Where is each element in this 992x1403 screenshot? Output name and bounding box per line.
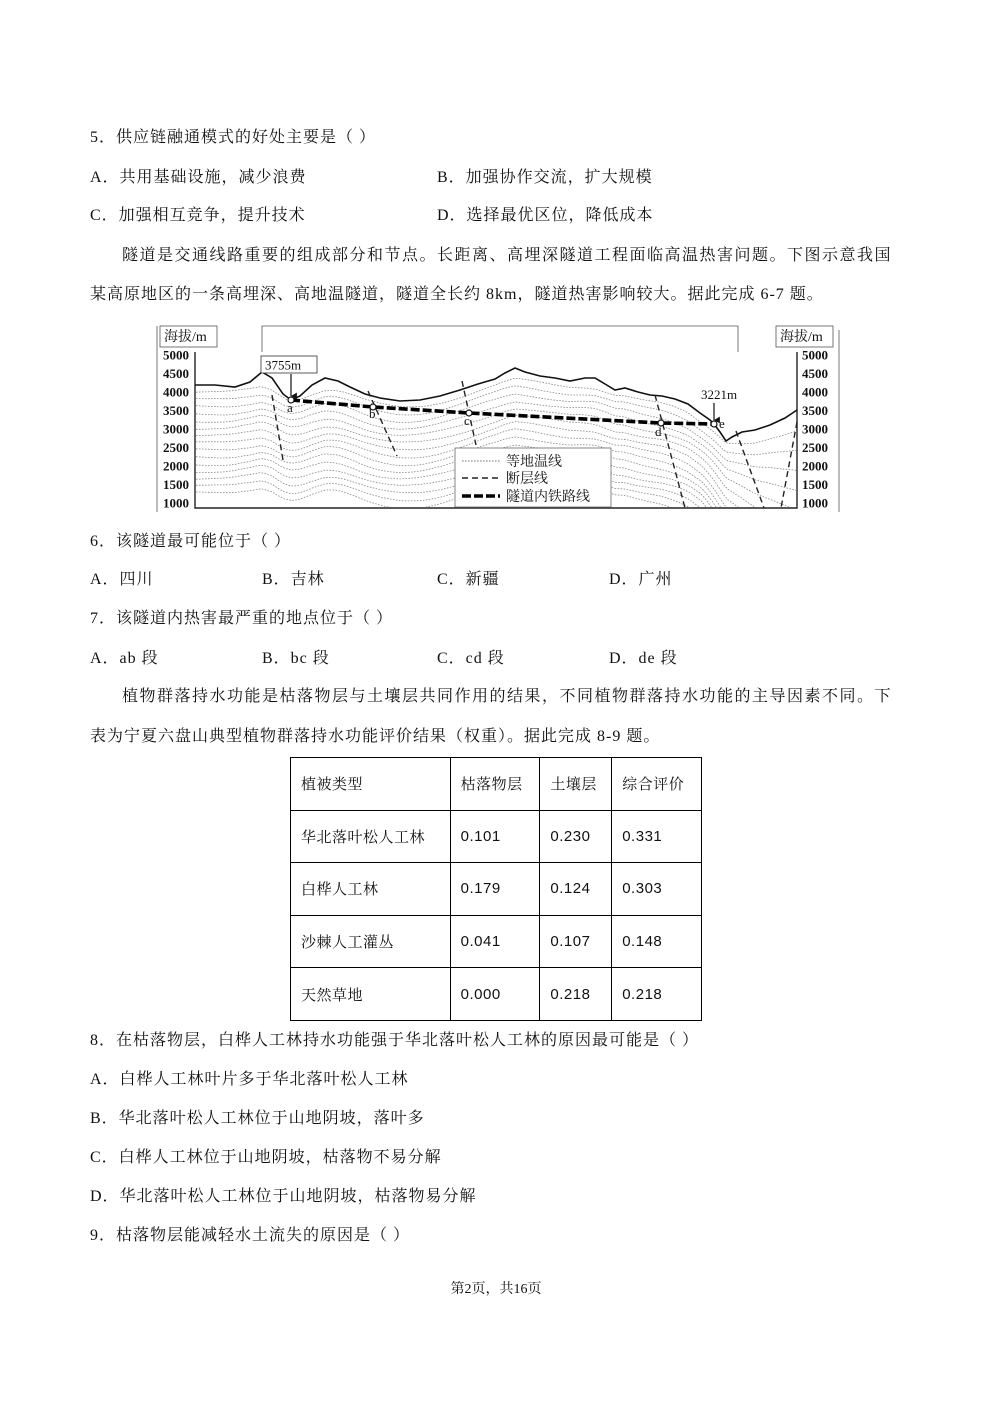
table-cell: 白桦人工林 <box>291 863 451 916</box>
question-7-option-b: B．bc 段 <box>262 650 330 667</box>
legend-fault-label: 断层线 <box>506 472 548 487</box>
left-tick-label: 2500 <box>163 440 189 455</box>
table-header-cell: 植被类型 <box>291 758 451 811</box>
passage-8-9-line-2: 表为宁夏六盘山典型植物群落持水功能评价结果（权重）。据此完成 8-9 题。 <box>90 728 661 745</box>
question-6-option-c: C．新疆 <box>437 571 500 588</box>
question-7-option-a: A．ab 段 <box>90 650 159 667</box>
water-holding-table <box>290 757 702 1021</box>
point-c-label: c <box>464 413 470 428</box>
question-6-stem: 6．该隧道最可能位于（ ） <box>90 533 292 550</box>
exit-elevation-label: 3221m <box>701 387 738 402</box>
table-row <box>291 810 702 863</box>
fault-line <box>655 395 685 508</box>
right-tick-label: 4000 <box>802 384 828 400</box>
table-header-cell: 土壤层 <box>540 758 612 811</box>
legend-railway-label: 隧道内铁路线 <box>506 490 590 505</box>
left-tick-label: 1500 <box>163 477 189 492</box>
table-cell: 华北落叶松人工林 <box>291 810 451 863</box>
left-tick-label: 5000 <box>163 347 189 363</box>
right-tick-label: 3500 <box>802 403 828 418</box>
table-row <box>291 915 702 968</box>
left-tick-label: 3500 <box>163 403 189 418</box>
question-8-option-a: A．白桦人工林叶片多于华北落叶松人工林 <box>90 1071 409 1088</box>
left-tick-label: 3000 <box>163 421 189 437</box>
table-cell: 0.041 <box>450 915 540 968</box>
table-cell: 0.124 <box>540 863 612 916</box>
table-header-cell: 综合评价 <box>612 758 702 811</box>
question-6-option-a: A．四川 <box>90 571 154 588</box>
question-7-stem: 7．该隧道内热害最严重的地点位于（ ） <box>90 610 394 627</box>
fault-line <box>272 395 283 460</box>
question-5-stem: 5．供应链融通模式的好处主要是（ ） <box>90 129 377 146</box>
left-tick-label: 4000 <box>163 384 189 400</box>
top-bracket <box>262 326 738 352</box>
tunnel-profile-diagram <box>155 318 845 514</box>
right-tick-label: 3000 <box>802 421 828 437</box>
question-8-option-c: C．白桦人工林位于山地阴坡，枯落物不易分解 <box>90 1149 442 1166</box>
table-cell: 0.148 <box>612 915 702 968</box>
table-cell: 0.101 <box>450 810 540 863</box>
question-7-option-c: C．cd 段 <box>437 650 505 667</box>
table-cell: 沙棘人工灌丛 <box>291 915 451 968</box>
table-cell: 0.218 <box>612 968 702 1021</box>
left-tick-label: 2000 <box>163 458 189 474</box>
table-row <box>291 863 702 916</box>
question-7-option-d: D．de 段 <box>609 650 678 667</box>
left-tick-label: 1000 <box>163 495 189 511</box>
fault-line <box>368 391 397 456</box>
right-tick-label: 1500 <box>802 477 828 492</box>
passage-6-7-line-1: 隧道是交通线路重要的组成部分和节点。长距离、高埋深隧道工程面临高温热害问题。下图示意我国 <box>122 247 893 264</box>
question-8-option-d: D．华北落叶松人工林位于山地阴坡，枯落物易分解 <box>90 1188 477 1205</box>
left-tick-label: 4500 <box>163 366 189 381</box>
point-e-marker <box>711 421 717 427</box>
table-cell: 0.179 <box>450 863 540 916</box>
table-cell: 0.107 <box>540 915 612 968</box>
right-tick-label: 2500 <box>802 440 828 455</box>
passage-6-7-line-2: 某高原地区的一条高埋深、高地温隧道，隧道全长约 8km，隧道热害影响较大。据此完成 6-7 题。 <box>90 286 824 303</box>
point-e-label: e <box>719 416 725 431</box>
fault-line <box>736 431 764 508</box>
question-8-stem: 8．在枯落物层，白桦人工林持水功能强于华北落叶松人工林的原因最可能是（ ） <box>90 1032 700 1049</box>
left-axis-label: 海拔/m <box>164 330 207 345</box>
point-b-label: b <box>369 406 376 421</box>
point-d-label: d <box>655 424 662 439</box>
table-cell: 0.230 <box>540 810 612 863</box>
tunnel-railway-line <box>291 400 714 424</box>
terrain-surface-line <box>195 368 797 441</box>
question-5-option-a: A．共用基础设施，减少浪费 <box>90 169 307 186</box>
passage-8-9-line-1: 植物群落持水功能是枯落物层与土壤层共同作用的结果，不同植物群落持水功能的主导因素不同。下 <box>122 688 893 705</box>
right-tick-label: 5000 <box>802 347 828 363</box>
entrance-elevation-label: 3755m <box>265 357 302 373</box>
table-cell: 0.303 <box>612 863 702 916</box>
legend-isotherm-label: 等地温线 <box>506 455 562 470</box>
question-5-option-b: B．加强协作交流，扩大规模 <box>437 169 653 186</box>
table-header-cell: 枯落物层 <box>450 758 540 811</box>
table-cell: 天然草地 <box>291 968 451 1021</box>
table-cell: 0.331 <box>612 810 702 863</box>
table-cell: 0.000 <box>450 968 540 1021</box>
table-cell: 0.218 <box>540 968 612 1021</box>
right-axis-label: 海拔/m <box>780 330 823 345</box>
table-header-row <box>291 758 702 811</box>
right-tick-label: 2000 <box>802 458 828 474</box>
page-number-footer: 第2页，共16页 <box>450 1282 542 1297</box>
question-6-option-d: D．广州 <box>609 571 673 588</box>
right-tick-label: 1000 <box>802 495 828 511</box>
table-row <box>291 968 702 1021</box>
question-5-option-d: D．选择最优区位，降低成本 <box>437 207 654 224</box>
question-9-stem: 9．枯落物层能减轻水土流失的原因是（ ） <box>90 1227 411 1244</box>
right-tick-label: 4500 <box>802 366 828 381</box>
question-6-option-b: B．吉林 <box>262 571 325 588</box>
question-8-option-b: B．华北落叶松人工林位于山地阴坡，落叶多 <box>90 1110 425 1127</box>
question-5-option-c: C．加强相互竞争，提升技术 <box>90 207 306 224</box>
point-a-label: a <box>287 400 293 415</box>
